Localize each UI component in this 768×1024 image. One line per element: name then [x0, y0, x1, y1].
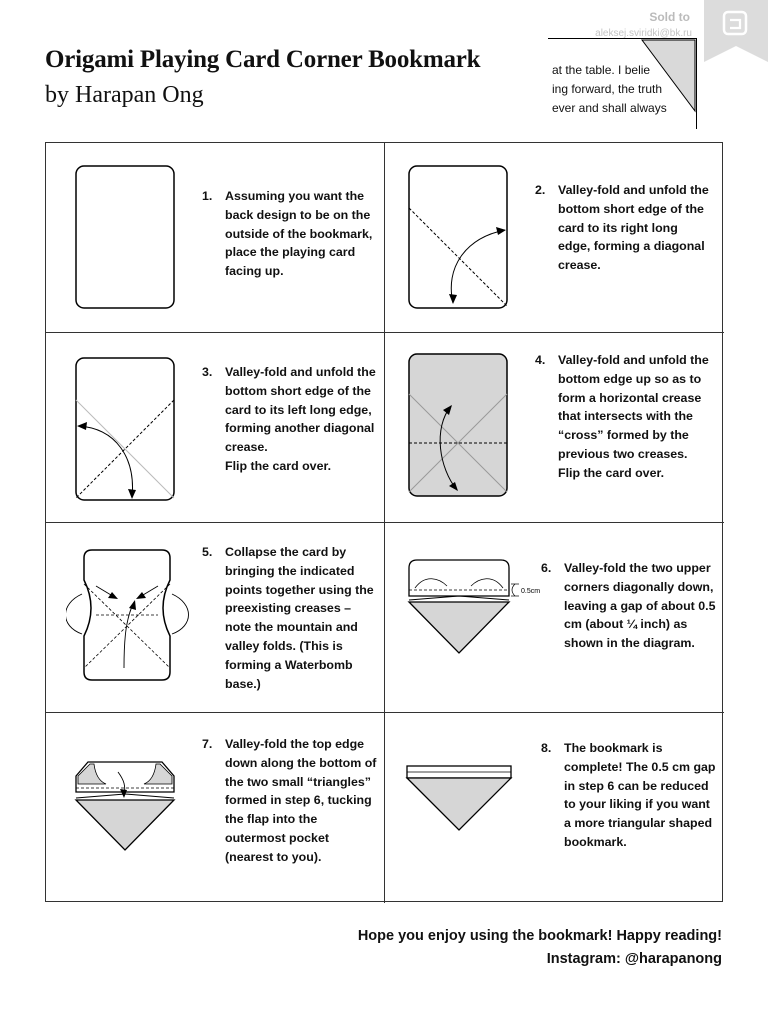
watermark-panel	[548, 0, 768, 128]
step-number: 3.	[202, 365, 213, 379]
page-curl-icon	[548, 39, 696, 129]
sold-to-label: Sold to	[649, 10, 690, 24]
step-text: Valley-fold and unfold the bottom short edge of the card to its right long edge, forming a diagonal crease.	[558, 183, 709, 273]
step-4-instruction	[535, 351, 711, 483]
step-5-diagram	[66, 538, 206, 708]
gap-label: 0.5cm	[521, 588, 541, 595]
step-7-diagram	[66, 728, 206, 898]
step-2-diagram	[405, 158, 535, 318]
step-8-diagram	[405, 728, 545, 898]
buyer-email: aleksej.sviridki@bk.ru	[595, 28, 692, 39]
step-1-diagram	[66, 158, 196, 318]
step-1-cell	[46, 143, 385, 333]
step-4-diagram	[405, 348, 535, 508]
preview-line: ever and shall always	[552, 101, 667, 115]
step-5-instruction	[202, 543, 378, 693]
instagram-handle: Instagram: @harapanong	[546, 951, 722, 967]
step-text: Valley-fold the top edge down along the bottom of the two small “triangles” formed in step 6, tucking the flap into the outermost pocket (nearest to you).	[225, 737, 377, 864]
page-title: Origami Playing Card Corner Bookmark	[45, 46, 481, 73]
step-text: Collapse the card by bringing the indicated points together using the preexisting creases – note the mountain and valley folds. (This is forming a Waterbomb base.)	[225, 545, 374, 691]
step-8-instruction	[541, 739, 717, 852]
step-7-instruction	[202, 735, 378, 867]
step-8-cell	[385, 713, 724, 903]
author-line: by Harapan Ong	[45, 82, 204, 108]
step-emphasis: Flip the card over.	[558, 465, 665, 480]
step-7-cell	[46, 713, 385, 903]
step-number: 2.	[535, 183, 546, 197]
step-6-cell	[385, 523, 724, 713]
step-text: The bookmark is complete! The 0.5 cm gap in step 6 can be reduced to your liking if you want a more triangular shaped bookmark.	[564, 741, 716, 849]
step-5-cell	[46, 523, 385, 713]
step-1-instruction	[202, 187, 378, 281]
step-number: 4.	[535, 353, 546, 367]
preview-line: at the table. I belie	[552, 63, 651, 77]
step-number: 6.	[541, 561, 552, 575]
step-emphasis: Flip the card over.	[225, 458, 332, 473]
instruction-grid	[45, 142, 723, 902]
page-curl-preview	[548, 38, 697, 129]
step-6-diagram	[405, 538, 555, 708]
step-text: Valley-fold and unfold the bottom edge up so as to form a horizontal crease that intersects with the “cross” formed by the previous two creases.	[558, 353, 709, 461]
step-text: Valley-fold the two upper corners diagonally down, leaving a gap of about 0.5 cm (about ¼ inch) as shown in the diagram.	[564, 561, 716, 651]
step-3-cell	[46, 333, 385, 523]
step-number: 1.	[202, 189, 213, 203]
closing-message: Hope you enjoy using the bookmark! Happy reading!	[357, 928, 722, 944]
step-4-cell	[385, 333, 724, 523]
step-text: Assuming you want the back design to be on the outside of the bookmark, place the playing card facing up.	[225, 189, 373, 279]
step-6-instruction	[541, 559, 717, 653]
step-number: 7.	[202, 737, 213, 751]
scribd-logo-icon	[704, 0, 768, 62]
step-3-diagram	[66, 348, 196, 508]
step-3-instruction	[202, 363, 378, 476]
step-2-cell	[385, 143, 724, 333]
step-number: 8.	[541, 741, 552, 755]
preview-line: ing forward, the truth	[552, 82, 663, 96]
step-2-instruction	[535, 181, 711, 275]
step-text: Valley-fold and unfold the bottom short edge of the card to its left long edge, forming another diagonal crease.	[225, 365, 376, 455]
step-number: 5.	[202, 545, 213, 559]
